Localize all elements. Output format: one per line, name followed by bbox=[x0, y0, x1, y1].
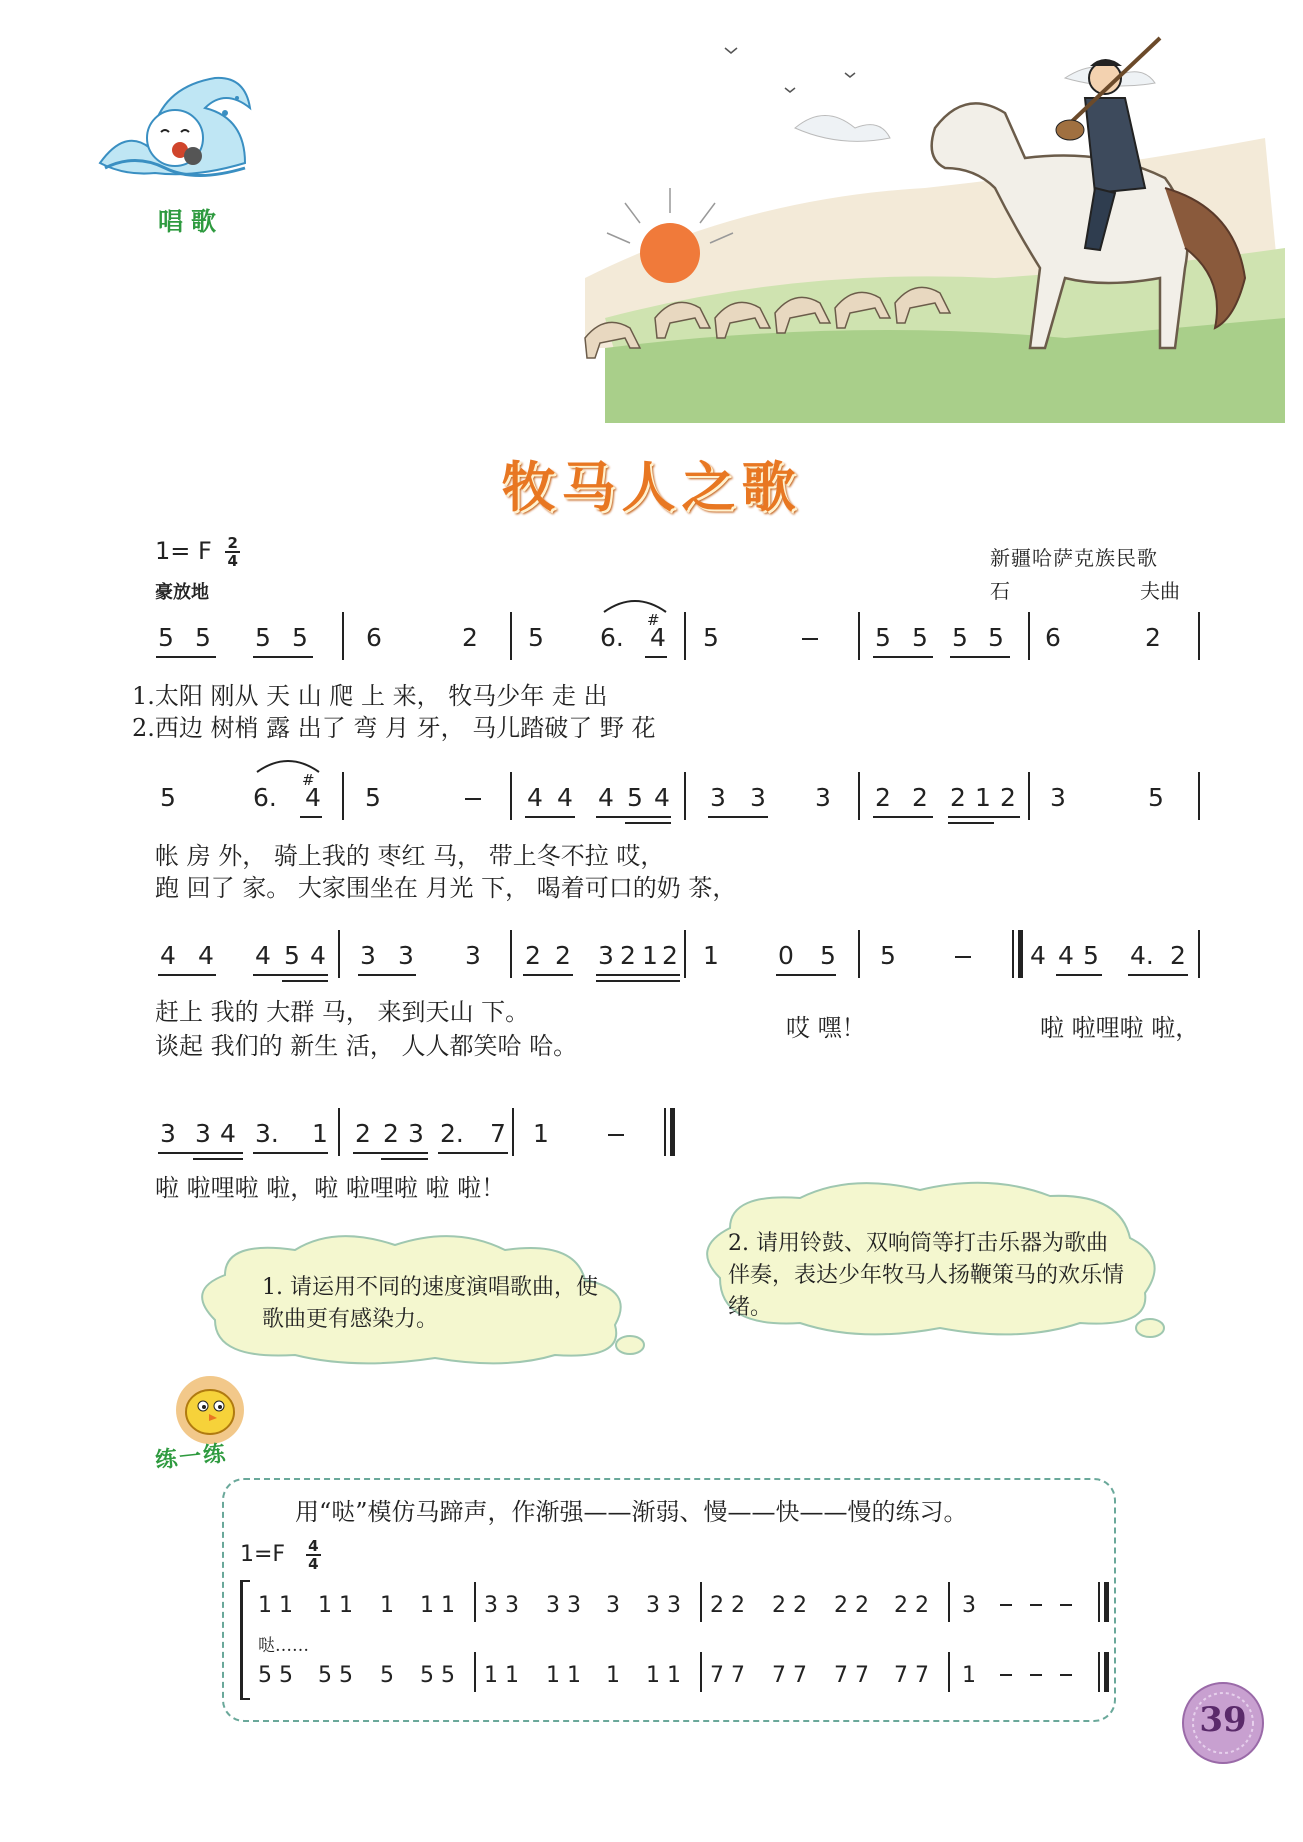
lyric-row-3-verse-1: 赶上 我的 大群 马， 来到天山 下。 bbox=[155, 998, 530, 1026]
time-sig-bottom: 4 bbox=[227, 552, 238, 570]
time-sig-top: 2 bbox=[227, 534, 238, 552]
horseman-illustration bbox=[545, 18, 1285, 423]
tie-icon bbox=[600, 594, 670, 614]
tempo-marking: 豪放地 bbox=[155, 582, 209, 603]
key-signature bbox=[155, 535, 240, 569]
lyric-refrain-la: 啦 啦哩啦 啦， bbox=[1040, 1014, 1200, 1042]
page-number: 39 bbox=[1199, 1700, 1247, 1740]
lyric-row-1-verse-1: 1.太阳 刚从 天 山 爬 上 来， 牧马少年 走 出 bbox=[132, 682, 608, 710]
practice-syllable: 哒…… bbox=[258, 1636, 309, 1656]
song-origin: 新疆哈萨克族民歌 bbox=[990, 546, 1158, 570]
lyric-row-2-verse-2: 跑 回了 家。 大家围坐在 月光 下， 喝着可口的奶 茶， bbox=[155, 874, 737, 902]
section-label: 唱歌 bbox=[158, 207, 225, 236]
practice-instruction: 用“哒”模仿马蹄声，作渐强——渐弱、慢——快——慢的练习。 bbox=[295, 1498, 968, 1526]
composer-part-a: 石 bbox=[990, 579, 1010, 603]
tip-2-text: 2. 请用铃鼓、双响筒等打击乐器为歌曲伴奏，表达少年牧马人扬鞭策马的欢乐情绪。 bbox=[728, 1231, 1125, 1320]
practice-key-signature bbox=[240, 1538, 321, 1572]
practice-time-bottom: 4 bbox=[308, 1555, 319, 1573]
chick-icon bbox=[165, 1370, 255, 1445]
wave-singer-logo-icon bbox=[95, 68, 255, 183]
practice-time-top: 4 bbox=[308, 1537, 319, 1555]
composer-part-b: 夫曲 bbox=[1140, 579, 1180, 603]
lyric-row-3-verse-2: 谈起 我们的 新生 活， 人人都笑哈 哈。 bbox=[155, 1032, 578, 1060]
song-title: 牧马人之歌 bbox=[501, 455, 802, 519]
lyric-refrain-hey: 哎 嘿！ bbox=[786, 1014, 866, 1042]
practice-time-signature bbox=[306, 1538, 320, 1572]
lyric-row-2-verse-1: 帐 房 外， 骑上我的 枣红 马， 带上冬不拉 哎， bbox=[155, 842, 665, 870]
key-label: 1= F bbox=[155, 537, 212, 565]
tip-1-text: 1. 请运用不同的速度演唱歌曲，使歌曲更有感染力。 bbox=[262, 1275, 598, 1332]
practice-label: 练一练 bbox=[154, 1441, 229, 1474]
practice-key-label: 1=F bbox=[240, 1542, 286, 1567]
lyric-row-4: 啦 啦哩啦 啦，啦 啦哩啦 啦 啦！ bbox=[155, 1174, 506, 1202]
time-signature bbox=[225, 535, 239, 569]
lyric-row-1-verse-2: 2.西边 树梢 露 出了 弯 月 牙， 马儿踏破了 野 花 bbox=[132, 714, 656, 742]
tie-icon bbox=[253, 754, 323, 774]
